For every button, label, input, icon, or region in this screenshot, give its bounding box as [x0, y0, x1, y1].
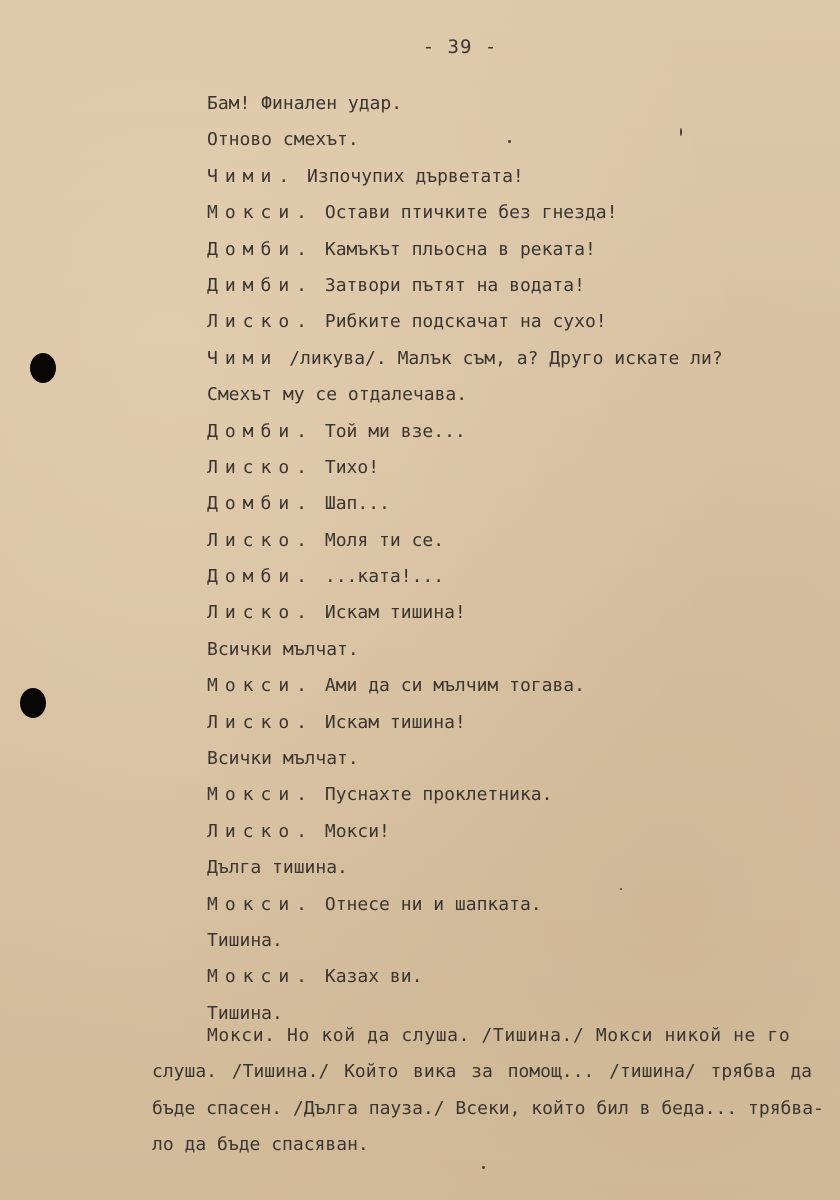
paragraph-line: Мокси. Но кой да слуша. /Тишина./ Мокси никой не го	[207, 1025, 791, 1046]
script-line	[207, 272, 807, 308]
speaker-name: Лиско.	[207, 529, 315, 551]
line-text: Искам тишина!	[324, 711, 466, 733]
line-text: Дълга тишина.	[207, 857, 348, 879]
line-text: Смехът му се отдалечава.	[207, 384, 468, 406]
speaker-name: Домби.	[207, 238, 315, 260]
script-line	[207, 818, 807, 854]
script-line	[207, 599, 807, 635]
line-text: Всички мълчат.	[207, 638, 359, 660]
line-text: ...ката!...	[324, 566, 445, 588]
line-text: Казах ви.	[324, 966, 423, 988]
line-text: Остави птичките без гнезда!	[324, 202, 618, 224]
script-line	[207, 672, 807, 708]
script-line	[207, 636, 807, 672]
final-paragraph	[152, 1022, 824, 1168]
line-text: Тишина.	[207, 929, 283, 951]
speaker-name: Лиско.	[207, 820, 315, 842]
script-line	[207, 745, 807, 781]
script-line	[207, 927, 807, 963]
script-line	[207, 854, 807, 890]
speaker-name: Мокси.	[207, 966, 315, 988]
paragraph-line: бъде спасен. /Дълга пауза./ Всеки, който бил в беда... трябва-	[152, 1097, 824, 1119]
punch-hole	[30, 353, 56, 383]
line-text: Ами да си мълчим тогава.	[324, 675, 585, 697]
line-text: Пуснахте проклетника.	[324, 784, 553, 806]
script-line	[207, 709, 807, 745]
line-text: Затвори пътят на водата!	[324, 274, 585, 296]
line-text: Тишина.	[207, 1002, 283, 1024]
line-text: Отнесе ни и шапката.	[324, 893, 542, 915]
script-line	[207, 381, 807, 417]
paragraph-line: ло да бъде спасяван.	[152, 1134, 369, 1156]
speaker-name: Димби.	[207, 274, 315, 296]
line-text: Шап...	[324, 493, 390, 515]
speaker-name: Мокси.	[207, 675, 315, 697]
speaker-name: Чими.	[207, 165, 297, 187]
speaker-name: Мокси.	[207, 893, 315, 915]
line-text: Моля ти се.	[324, 529, 445, 551]
speaker-name: Домби.	[207, 566, 315, 588]
line-text: Отново смехът.	[207, 129, 359, 151]
script-line	[207, 454, 807, 490]
line-text: /ликува/. Малък съм, а? Друго искате ли?	[289, 347, 723, 369]
script-line	[207, 199, 807, 235]
line-text: Рибките подскачат на сухо!	[324, 311, 607, 333]
speaker-name: Мокси.	[207, 202, 315, 224]
script-line	[207, 563, 807, 599]
punch-hole	[20, 688, 46, 718]
script-line	[207, 345, 807, 381]
line-text: Искам тишина!	[324, 602, 466, 624]
script-line	[207, 527, 807, 563]
speaker-name: Лиско.	[207, 711, 315, 733]
paragraph-line: слуша. /Тишина./ Който вика за помощ... /тишина/ трябва да	[152, 1061, 812, 1083]
script-line	[207, 163, 807, 199]
speaker-name: Лиско.	[207, 602, 315, 624]
line-text: Тихо!	[324, 456, 380, 478]
script-line	[207, 781, 807, 817]
script-line	[207, 418, 807, 454]
speaker-name: Домби.	[207, 493, 315, 515]
line-text: Бам! Финален удар.	[207, 93, 403, 114]
script-line	[207, 308, 807, 344]
speaker-name: Мокси.	[207, 784, 315, 806]
speaker-name: Домби.	[207, 420, 315, 442]
line-text: Изпочупих дърветата!	[307, 165, 524, 187]
line-text: Камъкът пльосна в реката!	[324, 238, 596, 260]
speaker-name: Лиско.	[207, 311, 315, 333]
script-lines	[207, 90, 807, 1036]
line-text: Той ми взе...	[324, 420, 466, 442]
script-line	[207, 490, 807, 526]
line-text: Мокси!	[324, 820, 390, 842]
script-line	[207, 963, 807, 999]
speaker-name: Лиско.	[207, 456, 315, 478]
script-line	[207, 236, 807, 272]
script-line	[207, 90, 807, 126]
page-number: - 39 -	[422, 36, 498, 58]
line-text: Всички мълчат.	[207, 748, 359, 770]
script-line	[207, 126, 807, 162]
speaker-name: Чими	[207, 347, 279, 369]
script-line	[207, 891, 807, 927]
